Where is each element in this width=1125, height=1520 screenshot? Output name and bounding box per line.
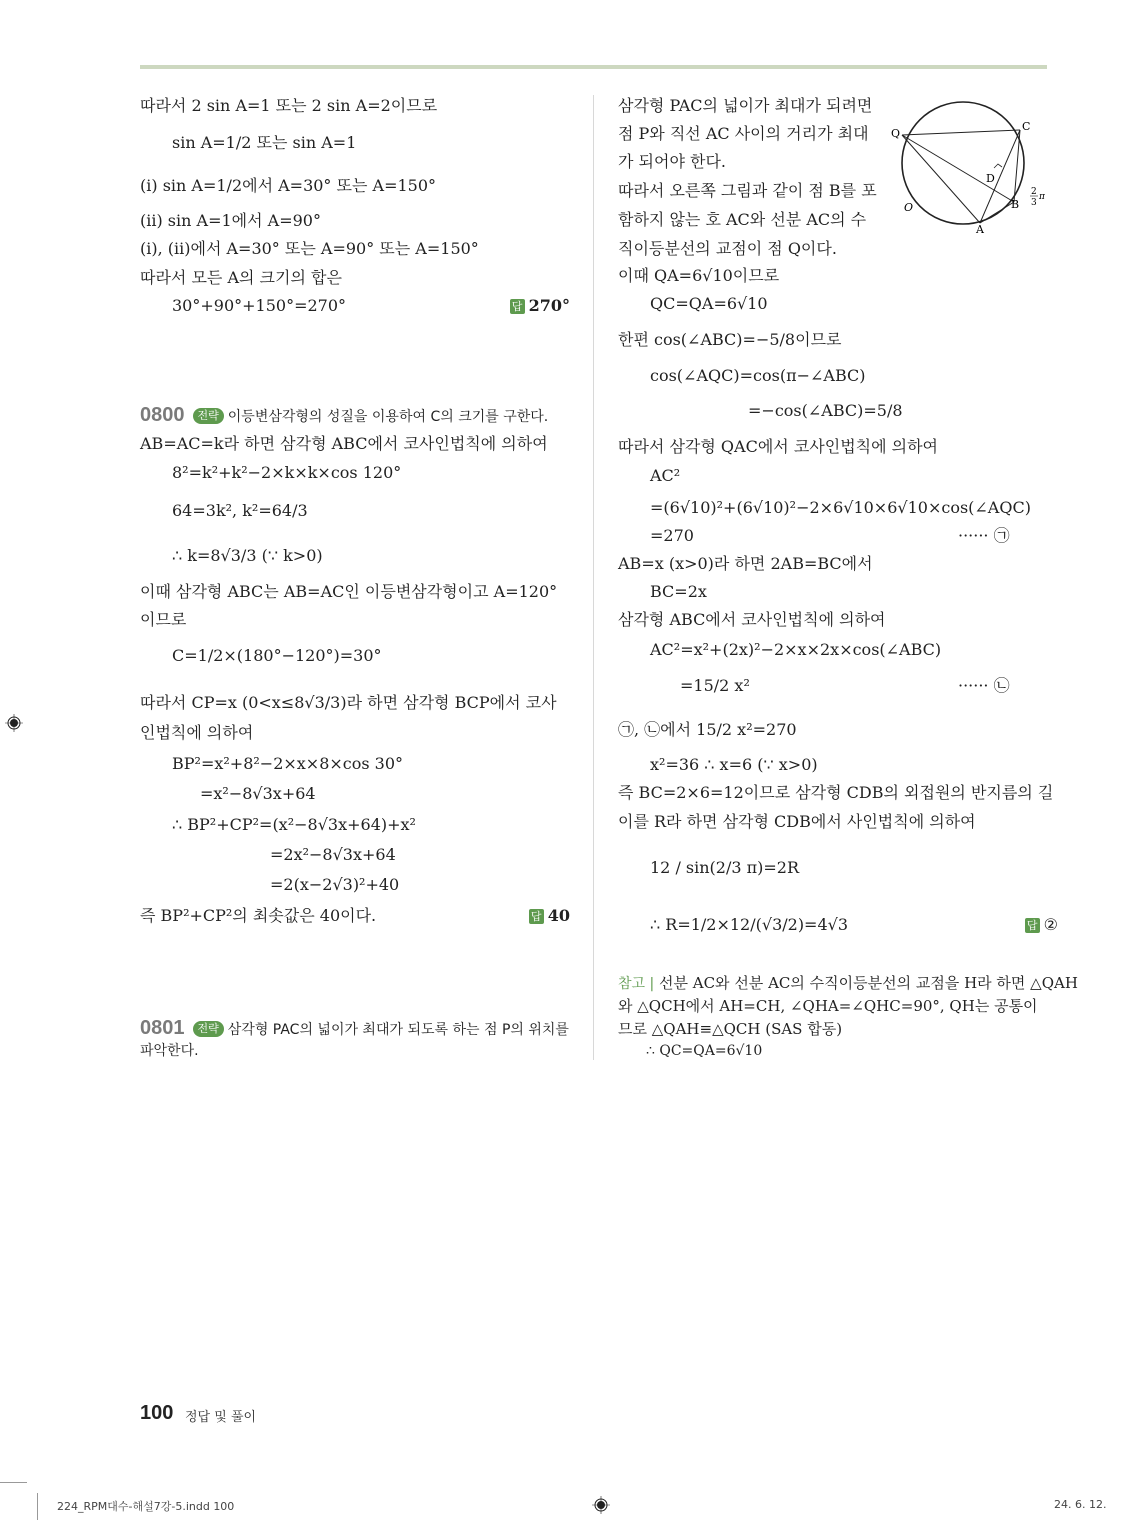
answer bbox=[510, 295, 570, 317]
crop-mark bbox=[37, 1493, 38, 1520]
note-text: 선분 AC와 선분 AC의 수직이등분선의 교점을 H라 하면 △QAH bbox=[659, 974, 1078, 992]
problem-number: 0801 bbox=[140, 1017, 185, 1039]
note-label: 참고 | bbox=[618, 976, 655, 992]
text-line: sin A=1/2 또는 sin A=1 bbox=[172, 133, 357, 152]
svg-text:π: π bbox=[1039, 192, 1045, 202]
text-line: 즉 BC=2×6=12이므로 삼각형 CDB의 외접원의 반지름의 길 bbox=[618, 783, 1054, 802]
text-line: 30°+90°+150°=270° bbox=[172, 296, 347, 315]
text-line: =(6√10)²+(6√10)²−2×6√10×6√10×cos(∠AQC) bbox=[650, 498, 1031, 517]
answer bbox=[529, 905, 570, 927]
strategy-badge: 전략 bbox=[193, 1021, 224, 1037]
text-line: 한편 cos(∠ABC)=−5/8이므로 bbox=[618, 330, 842, 349]
text-line: 이때 QA=6√10이므로 bbox=[618, 266, 780, 285]
svg-text:3: 3 bbox=[1031, 198, 1037, 208]
text-line: =2x²−8√3x+64 bbox=[270, 845, 396, 864]
registration-mark-icon bbox=[592, 1496, 610, 1514]
text-line: =x²−8√3x+64 bbox=[200, 784, 316, 803]
strategy-text: 삼각형 PAC의 넓이가 최대가 되도록 하는 점 P의 위치를 bbox=[227, 1022, 569, 1038]
text-line: =270 bbox=[650, 526, 694, 545]
page-label: 정답 및 풀이 bbox=[185, 1410, 257, 1425]
print-date: 24. 6. 12. bbox=[1054, 1498, 1107, 1511]
strategy-text-cont: 파악한다. bbox=[140, 1043, 199, 1059]
text-line: 따라서 2 sin A=1 또는 2 sin A=2이므로 bbox=[140, 96, 438, 115]
text-line: 삼각형 ABC에서 코사인법칙에 의하여 bbox=[618, 610, 886, 629]
text-line: AC² bbox=[650, 466, 681, 485]
note-line bbox=[618, 972, 1078, 995]
note-line: ∴ QC=QA=6√10 bbox=[646, 1043, 763, 1059]
text-line: 8²=k²+k²−2×k×k×cos 120° bbox=[172, 463, 402, 482]
text-line: 함하지 않는 호 AC와 선분 AC의 수 bbox=[618, 210, 867, 229]
answer bbox=[1025, 914, 1058, 936]
label-O: O bbox=[904, 201, 914, 214]
text-line: 삼각형 PAC의 넓이가 최대가 되려면 bbox=[618, 96, 873, 115]
text-line: ∴ BP²+CP²=(x²−8√3x+64)+x² bbox=[172, 815, 416, 834]
answer-value: ② bbox=[1043, 915, 1058, 934]
text-line: 64=3k², k²=64/3 bbox=[172, 501, 308, 520]
text-line: 이므로 bbox=[140, 610, 187, 629]
column-divider bbox=[593, 95, 594, 1060]
answer-badge: 답 bbox=[529, 909, 544, 924]
equation-marker-2: ······ ㉡ bbox=[958, 676, 1010, 695]
text-line: 따라서 CP=x (0<x≤8√3/3)라 하면 삼각형 BCP에서 코사 bbox=[140, 693, 557, 712]
header-rule bbox=[140, 65, 1047, 69]
text-line: 따라서 오른쪽 그림과 같이 점 B를 포 bbox=[618, 181, 877, 200]
page-number: 100 bbox=[140, 1402, 174, 1424]
text-line: 점 P와 직선 AC 사이의 거리가 최대 bbox=[618, 124, 869, 143]
answer-value: 270° bbox=[528, 296, 570, 315]
text-line: AC²=x²+(2x)²−2×x×2x×cos(∠ABC) bbox=[650, 640, 942, 659]
text-line: =2(x−2√3)²+40 bbox=[270, 875, 400, 894]
text-line: =−cos(∠ABC)=5/8 bbox=[748, 401, 903, 420]
label-Q: Q bbox=[891, 127, 901, 140]
answer-value: 40 bbox=[547, 906, 570, 925]
text-line: =15/2 x² bbox=[680, 676, 750, 695]
circle-diagram bbox=[888, 95, 1058, 235]
text-line: 즉 BP²+CP²의 최솟값은 40이다. bbox=[140, 906, 377, 925]
file-info: 224_RPM대수-해설7강-5.indd 100 bbox=[57, 1500, 235, 1513]
text-line: QC=QA=6√10 bbox=[650, 294, 768, 313]
text-line: 가 되어야 한다. bbox=[618, 152, 726, 171]
label-C: C bbox=[1022, 120, 1031, 133]
label-B: B bbox=[1011, 198, 1020, 211]
answer-badge: 답 bbox=[1025, 918, 1040, 933]
text-line: 이때 삼각형 ABC는 AB=AC인 이등변삼각형이고 A=120° bbox=[140, 582, 558, 601]
text-line: BC=2x bbox=[650, 582, 707, 601]
text-line: (ii) sin A=1에서 A=90° bbox=[140, 211, 321, 230]
text-line: x²=36 ∴ x=6 (∵ x>0) bbox=[650, 755, 818, 774]
registration-mark-icon bbox=[5, 714, 23, 732]
text-line: ∴ R=1/2×12/(√3/2)=4√3 bbox=[650, 915, 849, 934]
strategy-badge: 전략 bbox=[193, 408, 224, 424]
text-line: AB=x (x>0)라 하면 2AB=BC에서 bbox=[618, 554, 873, 573]
problem-header-0801 bbox=[140, 1017, 569, 1041]
label-A: A bbox=[976, 223, 984, 235]
text-line: ∴ k=8√3/3 (∵ k>0) bbox=[172, 546, 323, 565]
note-line: 와 △QCH에서 AH=CH, ∠QHA=∠QHC=90°, QH는 공통이 bbox=[618, 997, 1038, 1015]
text-line: (i), (ii)에서 A=30° 또는 A=90° 또는 A=150° bbox=[140, 239, 479, 258]
label-angle: 2 bbox=[1031, 187, 1037, 197]
text-line: 따라서 모든 A의 크기의 합은 bbox=[140, 268, 342, 287]
strategy-text: 이등변삼각형의 성질을 이용하여 C의 크기를 구한다. bbox=[227, 409, 549, 425]
text-line: 인법칙에 의하여 bbox=[140, 723, 254, 742]
problem-header-0800 bbox=[140, 404, 548, 428]
crop-mark bbox=[0, 1482, 27, 1483]
text-line: 12 / sin(2/3 π)=2R bbox=[650, 858, 800, 877]
answer-badge: 답 bbox=[510, 299, 525, 314]
equation-marker-1: ······ ㉠ bbox=[958, 526, 1010, 545]
text-line: BP²=x²+8²−2×x×8×cos 30° bbox=[172, 754, 404, 773]
note-line: 므로 △QAH≡△QCH (SAS 합동) bbox=[618, 1020, 843, 1038]
text-line: 따라서 삼각형 QAC에서 코사인법칙에 의하여 bbox=[618, 437, 939, 456]
text-line: 이를 R라 하면 삼각형 CDB에서 사인법칙에 의하여 bbox=[618, 812, 976, 831]
text-line: AB=AC=k라 하면 삼각형 ABC에서 코사인법칙에 의하여 bbox=[140, 434, 548, 453]
problem-number: 0800 bbox=[140, 404, 185, 426]
text-line: C=1/2×(180°−120°)=30° bbox=[172, 646, 382, 665]
text-line: (i) sin A=1/2에서 A=30° 또는 A=150° bbox=[140, 176, 437, 195]
text-line: cos(∠AQC)=cos(π−∠ABC) bbox=[650, 366, 866, 385]
text-line: ㉠, ㉡에서 15/2 x²=270 bbox=[618, 720, 797, 739]
label-D: D bbox=[986, 172, 995, 185]
text-line: 직이등분선의 교점이 점 Q이다. bbox=[618, 239, 837, 258]
